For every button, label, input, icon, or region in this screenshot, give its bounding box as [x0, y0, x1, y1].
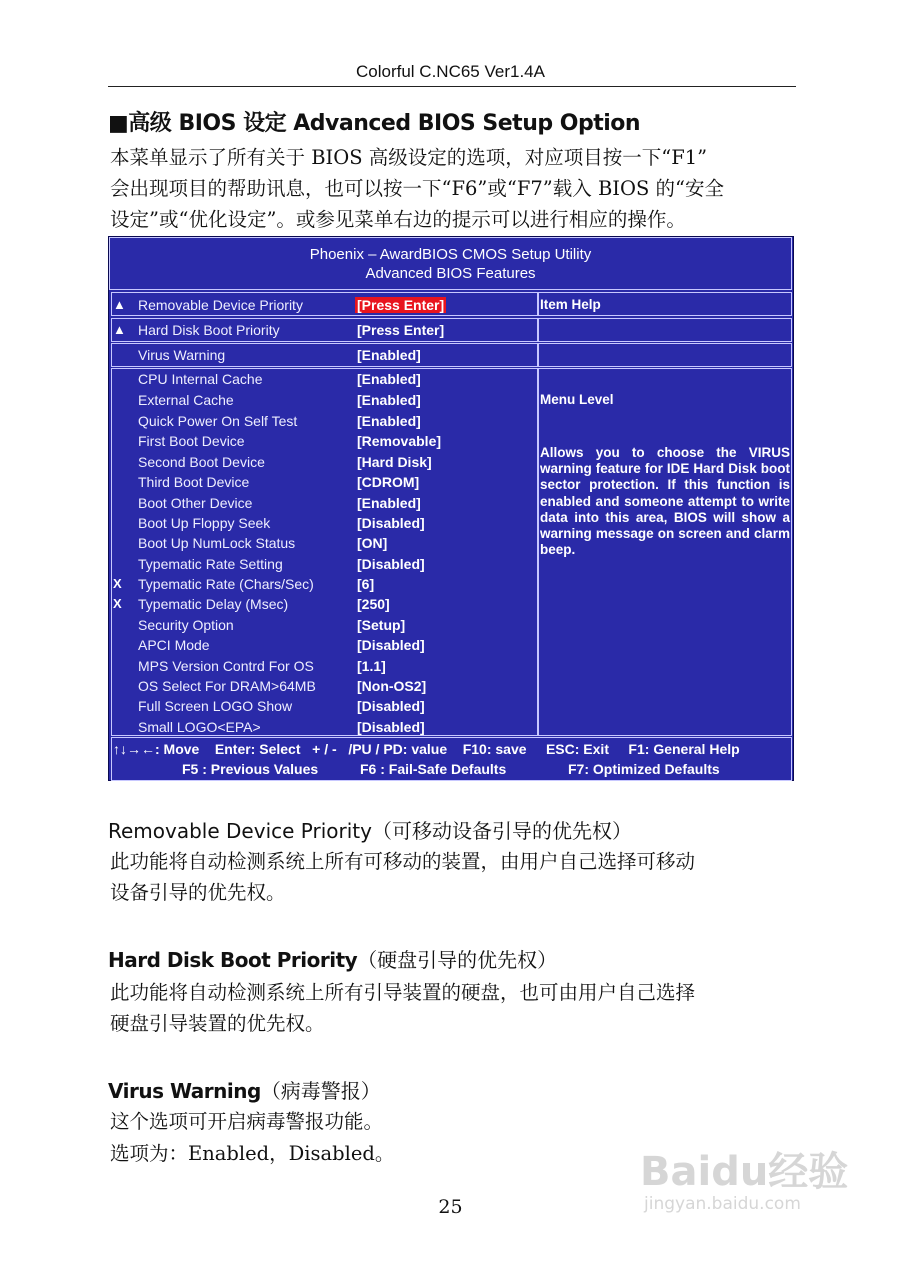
setting-label: Typematic Rate (Chars/Sec)	[138, 576, 314, 592]
bios-setting-row[interactable]	[109, 392, 792, 412]
watermark-brand: Baidu经验	[640, 1149, 849, 1195]
bios-setting-row[interactable]	[109, 556, 792, 576]
page-number: 25	[438, 1196, 463, 1218]
bios-setting-row[interactable]	[109, 637, 792, 657]
section-title-en: Removable Device Priority	[108, 819, 372, 843]
bios-setting-row[interactable]	[109, 535, 792, 555]
section-title-cn: （硬盘引导的优先权）	[357, 948, 558, 972]
key-f7: F7: Optimized Defaults	[568, 761, 720, 777]
disabled-marker-icon: X	[113, 576, 122, 591]
item-help-label: Item Help	[540, 297, 601, 312]
setting-value[interactable]: [Enabled]	[357, 413, 421, 429]
setting-value[interactable]: [Non-OS2]	[357, 678, 427, 694]
intro-line-3: 设定”或“优化设定”。或参见菜单右边的提示可以进行相应的操作。	[110, 208, 686, 231]
setting-label: Hard Disk Boot Priority	[138, 322, 280, 338]
setting-label: Boot Up NumLock Status	[138, 535, 296, 551]
setting-label: Removable Device Priority	[138, 297, 303, 313]
watermark-url: jingyan.baidu.com	[644, 1194, 801, 1214]
setting-value[interactable]: [Removable]	[357, 433, 442, 449]
bios-setting-row[interactable]	[109, 617, 792, 637]
bios-setting-row[interactable]	[109, 596, 792, 616]
bios-setting-row[interactable]	[109, 658, 792, 678]
header-rule	[108, 86, 796, 87]
section-heading: ■高级 BIOS 设定 Advanced BIOS Setup Option	[108, 111, 641, 136]
setting-value[interactable]: [Disabled]	[357, 698, 425, 714]
section-title-cn: （可移动设备引导的优先权）	[371, 819, 632, 843]
setting-value[interactable]: [250]	[357, 596, 390, 612]
page-header: Colorful C.NC65 Ver1.4A	[356, 62, 545, 81]
setting-label: Third Boot Device	[138, 474, 250, 490]
key-legend-line1: ↑↓→←: Move Enter: Select + / - /PU / PD: value F10: save ESC: Exit F1: General Help	[113, 741, 740, 757]
section-harddisk-title	[108, 944, 557, 973]
setting-value[interactable]: [Enabled]	[357, 392, 421, 408]
setting-value[interactable]: [6]	[357, 576, 375, 592]
watermark-logo	[640, 1150, 848, 1214]
setting-label: Boot Up Floppy Seek	[138, 515, 271, 531]
bios-setting-row[interactable]	[109, 576, 792, 596]
setting-label: Virus Warning	[138, 347, 226, 363]
setting-label: CPU Internal Cache	[138, 371, 263, 387]
section-harddisk-line-2: 硬盘引导装置的优先权。	[110, 1012, 325, 1035]
setting-value[interactable]: [ON]	[357, 535, 388, 551]
bios-setting-row[interactable]	[109, 719, 792, 739]
bios-setting-row[interactable]	[109, 433, 792, 453]
setting-label: External Cache	[138, 392, 234, 408]
bios-setting-row[interactable]	[109, 678, 792, 698]
submenu-arrow-icon: ▲	[113, 297, 126, 312]
setting-label: Boot Other Device	[138, 495, 253, 511]
section-removable-title	[108, 815, 632, 844]
setting-label: MPS Version Contrd For OS	[138, 658, 314, 674]
setting-value[interactable]: [Hard Disk]	[357, 454, 432, 470]
section-virus-title	[108, 1075, 381, 1104]
key-f5: F5 : Previous Values	[182, 761, 319, 777]
setting-value[interactable]: [Enabled]	[357, 347, 421, 363]
setting-value[interactable]: [Press Enter]	[357, 297, 445, 313]
setting-value[interactable]: [Disabled]	[357, 637, 425, 653]
setting-value[interactable]: [Press Enter]	[357, 322, 445, 338]
setting-label: Small LOGO<EPA>	[138, 719, 261, 735]
bios-setting-row[interactable]	[109, 413, 792, 433]
bios-setting-row[interactable]	[109, 297, 792, 317]
intro-line-1: 本菜单显示了所有关于 BIOS 高级设定的选项，对应项目按一下“F1”	[110, 146, 708, 169]
setting-label: Typematic Rate Setting	[138, 556, 283, 572]
key-f6: F6 : Fail-Safe Defaults	[360, 761, 507, 777]
bios-screen	[108, 236, 794, 781]
section-virus-line-2: 选项为：Enabled，Disabled。	[110, 1142, 395, 1165]
section-removable-line-2: 设备引导的优先权。	[110, 881, 286, 904]
bios-setting-row[interactable]	[109, 698, 792, 718]
setting-value[interactable]: [Disabled]	[357, 515, 425, 531]
bios-title-box	[109, 237, 792, 290]
bios-setting-row[interactable]	[109, 474, 792, 494]
section-virus-line-1: 这个选项可开启病毒警报功能。	[110, 1110, 384, 1133]
bios-setting-row[interactable]	[109, 454, 792, 474]
setting-label: Full Screen LOGO Show	[138, 698, 293, 714]
setting-value[interactable]: [Disabled]	[357, 556, 425, 572]
help-text: Allows you to choose the VIRUS warning feature for IDE Hard Disk boot sector protection. If this function is enabled and someone attempt to write data into this area, BIOS will show a warning message on screen and clarm beep.	[540, 445, 790, 558]
bios-subtitle: Advanced BIOS Features	[365, 265, 536, 282]
bios-setting-row[interactable]	[109, 515, 792, 535]
bios-setting-row[interactable]	[109, 347, 792, 367]
submenu-arrow-icon: ▲	[113, 322, 126, 337]
setting-value[interactable]: [Disabled]	[357, 719, 425, 735]
setting-label: Typematic Delay (Msec)	[138, 596, 289, 612]
disabled-marker-icon: X	[113, 596, 122, 611]
setting-label: OS Select For DRAM>64MB	[138, 678, 316, 694]
section-removable-line-1: 此功能将自动检测系统上所有可移动的装置，由用户自己选择可移动	[110, 850, 696, 873]
setting-label: First Boot Device	[138, 433, 245, 449]
section-title-en: Hard Disk Boot Priority	[108, 948, 358, 972]
bios-setting-row[interactable]	[109, 371, 792, 391]
section-harddisk-line-1: 此功能将自动检测系统上所有引导装置的硬盘，也可由用户自己选择	[110, 981, 696, 1004]
setting-value[interactable]: [CDROM]	[357, 474, 420, 490]
menu-level-label: Menu Level	[540, 392, 614, 407]
setting-value[interactable]: [1.1]	[357, 658, 386, 674]
setting-value[interactable]: [Setup]	[357, 617, 406, 633]
bios-setting-row[interactable]	[109, 495, 792, 515]
intro-line-2: 会出现项目的帮助讯息，也可以按一下“F6”或“F7”载入 BIOS 的“安全	[110, 177, 724, 200]
setting-label: Quick Power On Self Test	[138, 413, 298, 429]
setting-label: Security Option	[138, 617, 234, 633]
bios-setting-row[interactable]	[109, 322, 792, 342]
section-title-en: Virus Warning	[108, 1079, 261, 1103]
setting-value[interactable]: [Enabled]	[357, 495, 421, 511]
setting-value[interactable]: [Enabled]	[357, 371, 421, 387]
bios-title: Phoenix – AwardBIOS CMOS Setup Utility	[309, 246, 592, 263]
setting-label: Second Boot Device	[138, 454, 265, 470]
section-title-cn: （病毒警报）	[260, 1079, 381, 1103]
setting-label: APCI Mode	[138, 637, 210, 653]
